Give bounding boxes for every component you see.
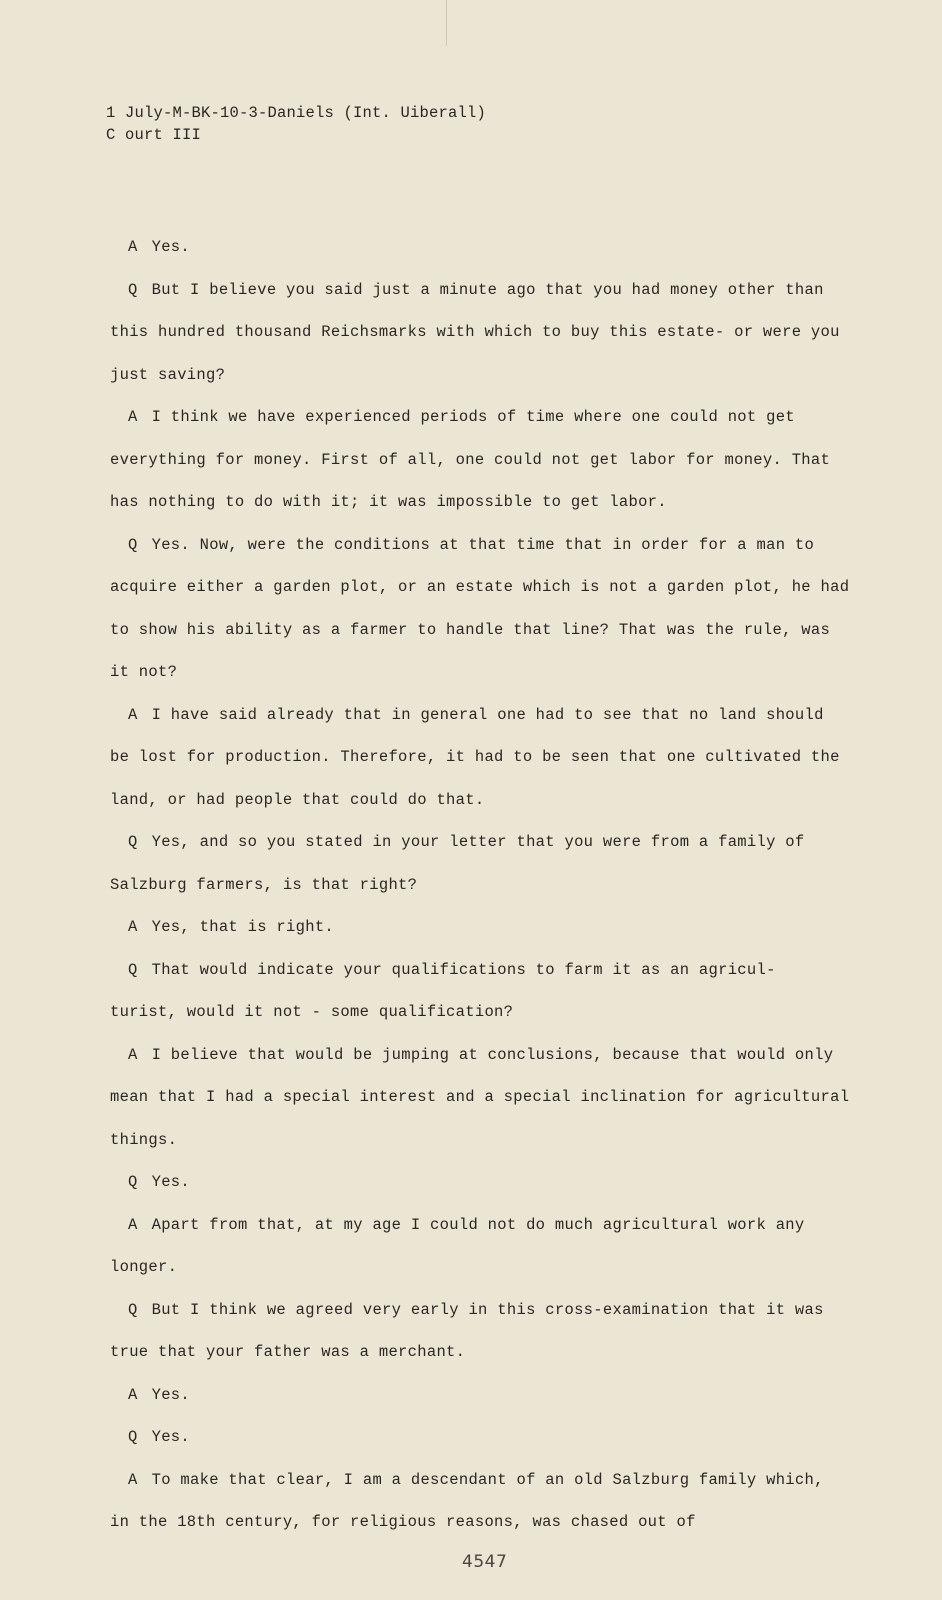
transcript-paragraph: [110, 396, 850, 524]
transcript-paragraph: [110, 1161, 850, 1204]
speaker-label: Q: [128, 1300, 138, 1319]
paragraph-text: But I think we agreed very early in this cross-examination that it was true that your father was a merchant.: [110, 1300, 824, 1361]
speaker-label: Q: [128, 1173, 138, 1191]
speaker-label: A: [128, 1385, 138, 1404]
transcript-paragraph: [110, 1289, 850, 1374]
paragraph-text: Yes.: [151, 1428, 191, 1446]
header-line-1: 1 July-M-BK-10-3-Daniels (Int. Uiberall): [106, 104, 487, 122]
transcript-paragraph: [110, 1204, 850, 1289]
speaker-label: A: [128, 705, 138, 724]
transcript-paragraph: [110, 694, 850, 822]
transcript-paragraph: [110, 269, 850, 397]
paragraph-text: Yes.: [151, 238, 191, 256]
speaker-label: Q: [128, 833, 138, 851]
document-header: [106, 102, 486, 146]
paper-crease: [446, 0, 447, 46]
transcript-paragraph: [110, 906, 850, 949]
paragraph-text: Apart from that, at my age I could not do much agricultural work any longer.: [110, 1215, 805, 1276]
paragraph-text: That would indicate your qualifications to farm it as an agricul- turist, would it not - some qualification?: [110, 960, 776, 1021]
paragraph-text: I believe that would be jumping at conclusions, because that would only mean that I had a special interest and a special inclination for agricultural things.: [110, 1045, 850, 1149]
speaker-label: A: [128, 1045, 138, 1064]
header-line-2: C ourt III: [106, 126, 202, 144]
speaker-label: Q: [128, 1428, 138, 1446]
transcript-paragraph: [110, 821, 850, 906]
transcript-paragraph: [110, 949, 850, 1034]
paragraph-text: But I believe you said just a minute ago that you had money other than this hundred thousand Reichsmarks with which to buy this estate- or were you just saving?: [110, 280, 840, 384]
paragraph-text: Yes.: [151, 1173, 191, 1191]
transcript-paragraph: [110, 1034, 850, 1162]
speaker-label: A: [128, 1470, 138, 1489]
transcript-paragraph: [110, 226, 850, 269]
speaker-label: A: [128, 918, 138, 936]
speaker-label: A: [128, 1215, 138, 1234]
paragraph-text: Yes.: [151, 1385, 191, 1404]
speaker-label: A: [128, 408, 138, 426]
paragraph-text: Yes, that is right.: [151, 918, 335, 936]
paragraph-text: I think we have experienced periods of time where one could not get everything for money. First of all, one could not get labor for money. That has nothing to do with it; it was impossible to get labor.: [110, 408, 831, 511]
page-number: 4547: [462, 1552, 508, 1572]
paragraph-text: Yes. Now, were the conditions at that time that in order for a man to acquire either a garden plot, or an estate which is not a garden plot, he had to show his ability as a farmer to handle that line? That was the rule, was it not?: [110, 535, 850, 681]
paragraph-text: Yes, and so you stated in your letter that you were from a family of Salzburg farmers, is that right?: [110, 833, 805, 894]
transcript-paragraph: [110, 1416, 850, 1459]
speaker-label: Q: [128, 535, 138, 554]
transcript-paragraph: [110, 524, 850, 694]
speaker-label: A: [128, 238, 138, 256]
paragraph-text: I have said already that in general one had to see that no land should be lost for production. Therefore, it had to be seen that one cultivated the land, or had people that could do that.: [110, 705, 840, 809]
transcript-paragraph: [110, 1374, 850, 1417]
speaker-label: Q: [128, 280, 138, 299]
speaker-label: Q: [128, 960, 138, 979]
paragraph-text: To make that clear, I am a descendant of an old Salzburg family which, in the 18th century, for religious reasons, was chased out of: [110, 1470, 824, 1531]
transcript-body: [110, 226, 850, 1544]
transcript-paragraph: [110, 1459, 850, 1544]
